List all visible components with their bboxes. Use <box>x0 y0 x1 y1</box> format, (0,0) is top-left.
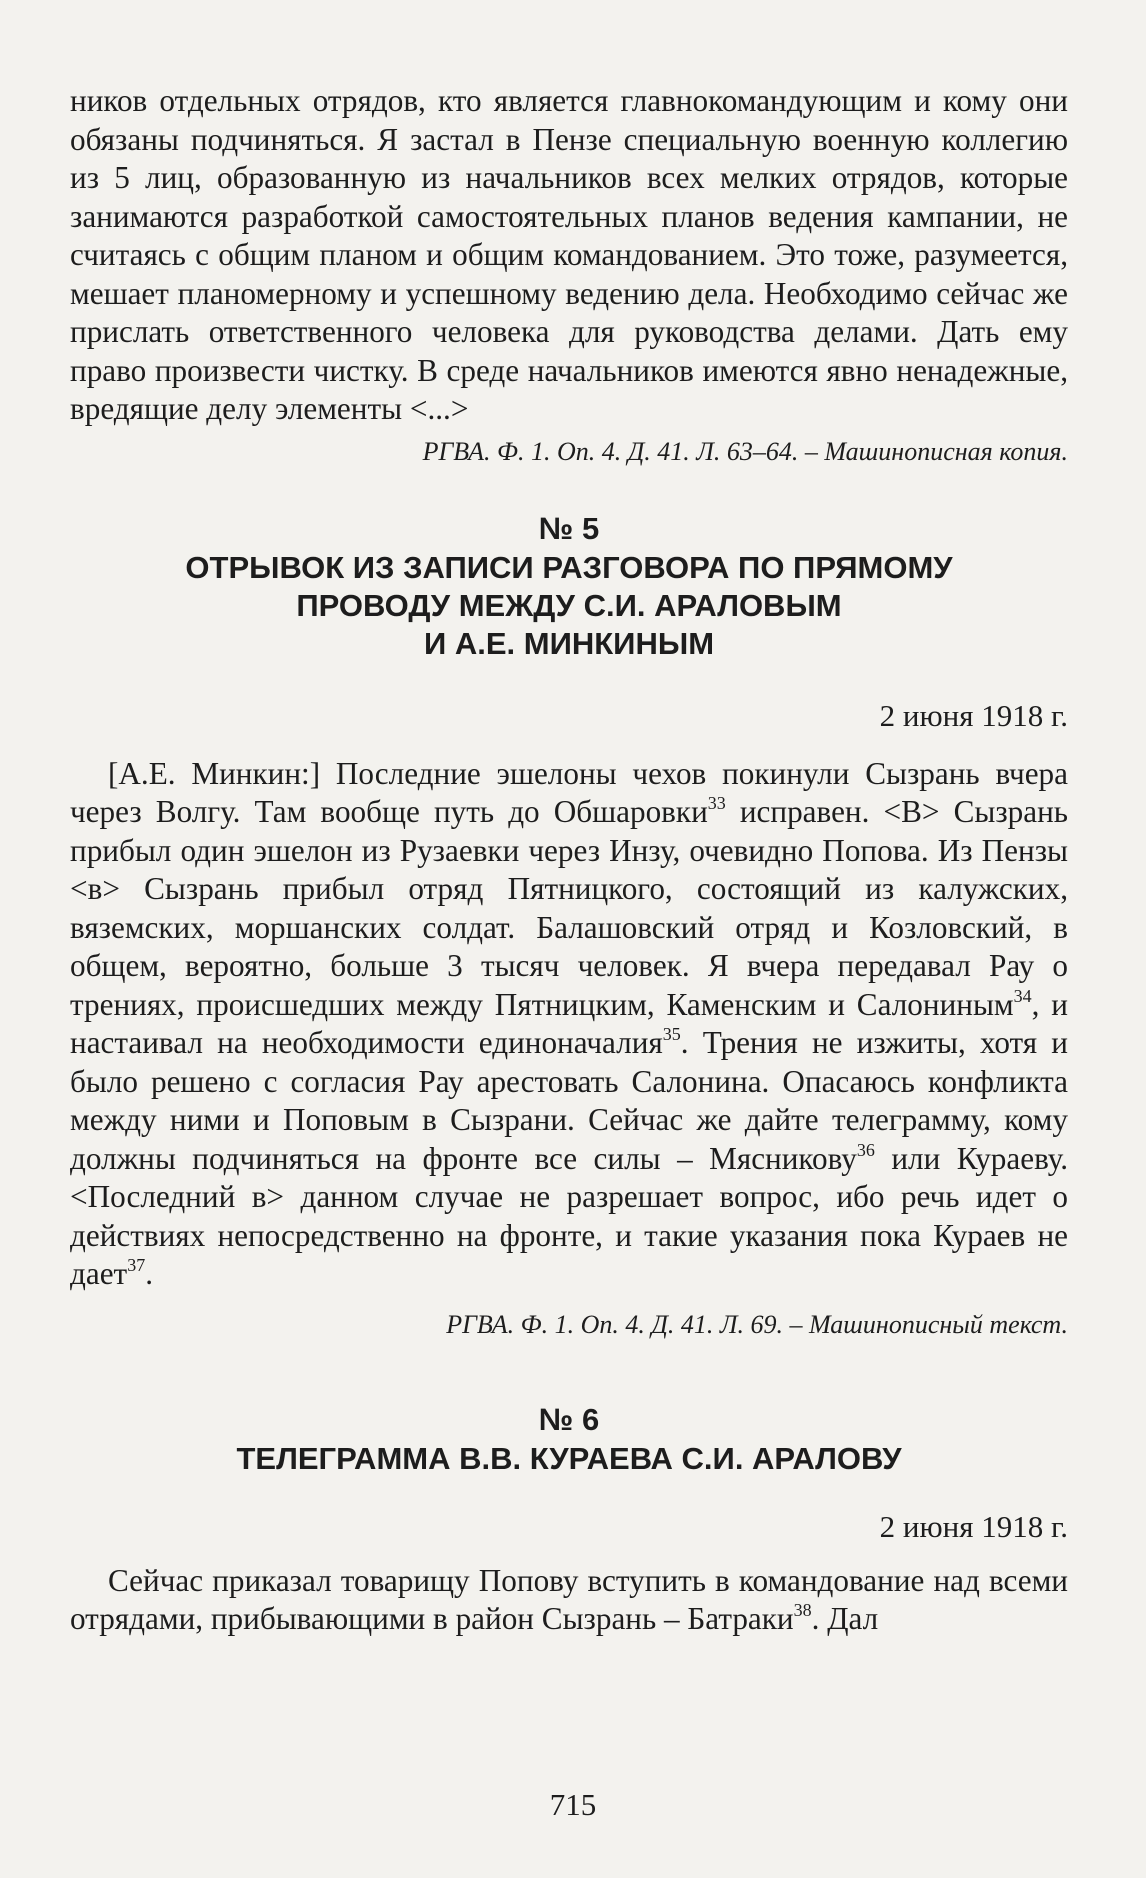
footnote-ref-37: 37 <box>127 1255 146 1275</box>
doc6-body: Сейчас приказал товарищу Попову вступить в командование над всеми отрядами, прибывающими в район Сызрань – Батраки$^{38}$. Дал <box>70 1562 1068 1636</box>
footnote-ref-34: 34 <box>1013 985 1032 1006</box>
doc5-body: [А.Е. Минкин:] Последние эшелоны чехов покинули Сызрань вчера через Волгу. Там вообще путь до Обшаровки$^{33}$ исправен. <В> Сызрань прибыл один эшелон из Рузаевки через Инзу, очевидно Попова. Из Пензы <в> Сызрань прибыл отряд Пятницкого, состоящий из калужских, вяземских, моршанских солдат. Балашовский отряд и Козловский, в общем, вероятно, больше 3 тысяч человек. Я вчера передавал Рау о трениях, происшедших между Пятницким, Каменским и Салониным$^{34}$, и настаивал на необходимости единоначалия$^{35}$. Трения не изжиты, хотя и было решено с согласия Рау арестовать Салонина. Опасаюсь конфликта между ними и Поповым в Сызрани. Сейчас же дайте телеграмму, кому должны подчиняться на фронте все силы – Мясникову$^{36}$ или Кураеву. <Последний в> данном случае не разрешает вопрос, ибо речь идет о действиях непосредственно на фронте, и такие указания пока Кураев не дает$^{37}$. <box>70 755 1069 1291</box>
document-5 <box>70 511 1068 1342</box>
intro-source-citation: РГВА. Ф. 1. Оп. 4. Д. 41. Л. 63–64. – Машинописная копия. <box>422 436 1068 466</box>
doc5-number: № 5 <box>538 510 600 546</box>
page-number: 715 <box>549 1787 597 1822</box>
doc5-title: ОТРЫВОК ИЗ ЗАПИСИ РАЗГОВОРА ПО ПРЯМОМУ ПРОВОДУ МЕЖДУ С.И. АРАЛОВЫМ И А.Е. МИНКИНЫМ <box>185 549 953 661</box>
footnote-ref-35: 35 <box>662 1024 681 1044</box>
document-6 <box>70 1402 1068 1639</box>
doc6-title: ТЕЛЕГРАММА В.В. КУРАЕВА С.И. АРАЛОВУ <box>236 1440 902 1476</box>
footnote-ref-38: 38 <box>793 1600 812 1620</box>
doc6-date: 2 июня 1918 г. <box>879 1508 1068 1544</box>
doc5-date: 2 июня 1918 г. <box>879 697 1068 733</box>
doc5-source-citation: РГВА. Ф. 1. Оп. 4. Д. 41. Л. 69. – Машинописный текст. <box>446 1309 1068 1339</box>
page-content <box>70 82 1068 1639</box>
doc6-number: № 6 <box>538 1401 600 1437</box>
footnote-ref-36: 36 <box>856 1139 875 1160</box>
footnote-ref-33: 33 <box>707 793 726 813</box>
intro-paragraph: ников отдельных отрядов, кто является главнокомандующим и кому они обязаны подчиняться. Я застал в Пензе специальную военную коллегию из 5 лиц, образованную из начальников всех мелких отрядов, которые занимаются разработкой самостоятельных планов ведения кампании, не считаясь с общим планом и общим командованием. Это тоже, разумеется, мешает планомерному и успешному ведению дела. Необходимо сейчас же прислать ответственного человека для руководства делами. Дать ему право произвести чистку. В среде начальников имеются явно ненадежные, вредящие делу элементы <...> <box>70 83 1068 426</box>
